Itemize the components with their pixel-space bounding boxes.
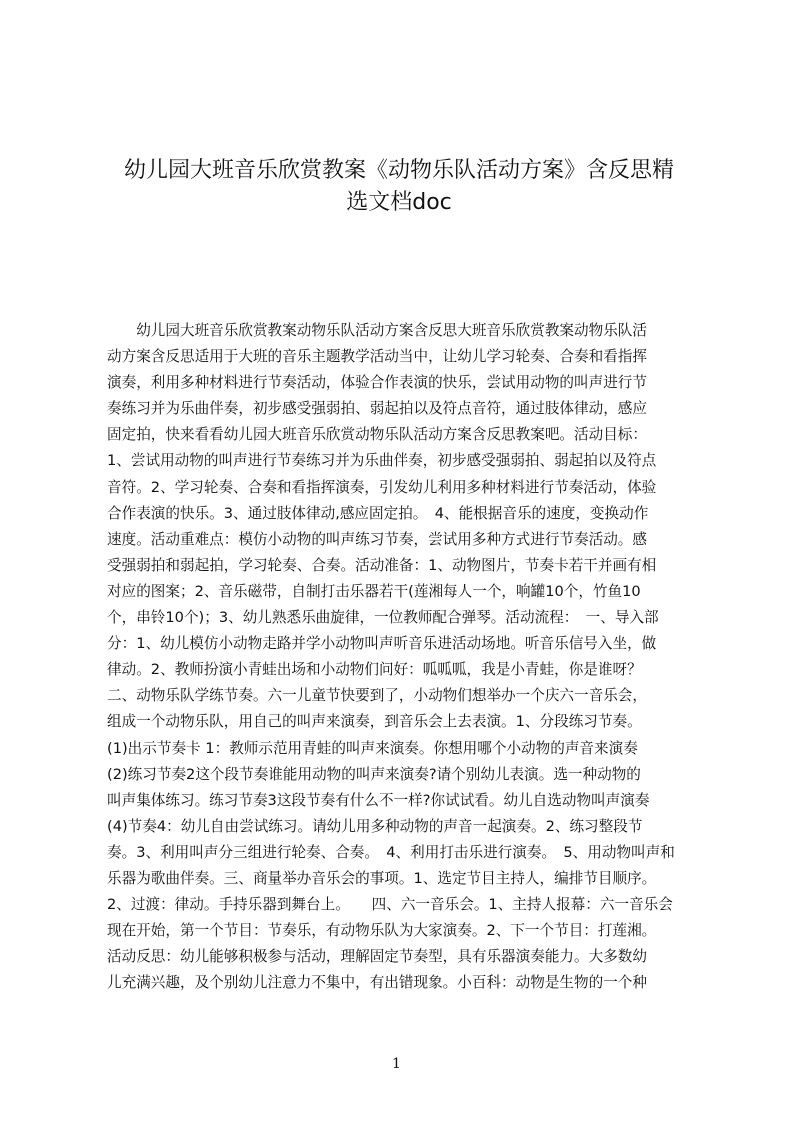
body-line: 活动反思：幼儿能够积极参与活动，理解固定节奏型，具有乐器演奏能力。大多数幼	[107, 948, 647, 966]
body-line: 音符。2、学习轮奏、合奏和看指挥演奏，引发幼儿利用多种材料进行节奏活动，体验	[107, 478, 657, 496]
body-line: 乐器为歌曲伴奏。三、商量举办音乐会的事项。1、选定节目主持人，编排节目顺序。	[107, 869, 657, 887]
body-line: 幼儿园大班音乐欣赏教案动物乐队活动方案含反思大班音乐欣赏教案动物乐队活	[107, 322, 647, 339]
title-line: 幼儿园大班音乐欣赏教案《动物乐队活动方案》含反思精	[123, 157, 674, 183]
body-line: 个，串铃10个)；3、幼儿熟悉乐曲旋律，一位教师配合弹琴。活动流程： 一、导入部	[107, 609, 659, 627]
body-line: 演奏，利用多种材料进行节奏活动，体验合作表演的快乐，尝试用动物的叫声进行节	[107, 374, 647, 392]
body-line: 现在开始，第一个节目：节奏乐，有动物乐队为大家演奏。2、下一个节目：打莲湘。	[107, 922, 657, 940]
body-line: 固定拍，快来看看幼儿园大班音乐欣赏动物乐队活动方案含反思教案吧。活动目标：	[107, 426, 647, 444]
body-line: 合作表演的快乐。3、通过肢体律动,感应固定拍。 4、能根据音乐的速度，变换动作	[107, 504, 649, 522]
body-line: 对应的图案；2、音乐磁带，自制打击乐器若干(莲湘每人一个，响罐10个，竹鱼10	[107, 582, 641, 600]
body-line: (4)节奏4：幼儿自由尝试练习。请幼儿用多种动物的声音一起演奏。2、练习整段节	[107, 817, 643, 835]
body-line: (2)练习节奏2这个段节奏谁能用动物的叫声来演奏?请个别幼儿表演。选一种动物的	[107, 765, 641, 783]
body-line: 1、尝试用动物的叫声进行节奏练习并为乐曲伴奏，初步感受强弱拍、弱起拍以及符点	[107, 452, 657, 470]
body-line: (1)出示节奏卡 1：教师示范用青蛙的叫声来演奏。你想用哪个小动物的声音来演奏	[107, 739, 638, 757]
body-line: 奏。3、利用叫声分三组进行轮奏、合奏。 4、利用打击乐进行演奏。 5、用动物叫声和	[107, 843, 675, 861]
body-line: 律动。2、教师扮演小青蛙出场和小动物们问好：呱呱呱，我是小青蛙，你是谁呀？	[107, 661, 642, 679]
title-line: 选文档doc	[346, 189, 452, 215]
body-line: 受强弱拍和弱起拍，学习轮奏、合奏。活动准备：1、动物图片，节奏卡若干并画有相	[107, 556, 657, 574]
body-line: 二、动物乐队学练节奏。六一儿童节快要到了，小动物们想举办一个庆六一音乐会，	[107, 687, 647, 705]
body-line: 叫声集体练习。练习节奏3这段节奏有什么不一样?你试试看。幼儿自选动物叫声演奏	[107, 791, 650, 809]
document-body	[107, 318, 697, 996]
body-line: 2、过渡：律动。手持乐器到舞台上。 四、六一音乐会。1、主持人报幕：六一音乐会	[107, 896, 673, 914]
document-title	[100, 155, 698, 219]
body-line: 动方案含反思适用于大班的音乐主题教学活动当中，让幼儿学习轮奏、合奏和看指挥	[107, 348, 647, 366]
body-line: 速度。活动重难点：模仿小动物的叫声练习节奏，尝试用多种方式进行节奏活动。感	[107, 530, 647, 548]
body-line: 儿充满兴趣，及个别幼儿注意力不集中，有出错现象。小百科：动物是生物的一个种	[107, 974, 647, 992]
body-line: 组成一个动物乐队，用自己的叫声来演奏，到音乐会上去表演。1、分段练习节奏。	[107, 713, 642, 731]
page-number: 1	[392, 1056, 401, 1072]
body-line: 分：1、幼儿模仿小动物走路并学小动物叫声听音乐进活动场地。听音乐信号入坐，做	[107, 635, 657, 653]
body-line: 奏练习并为乐曲伴奏，初步感受强弱拍、弱起拍以及符点音符，通过肢体律动，感应	[107, 400, 647, 418]
